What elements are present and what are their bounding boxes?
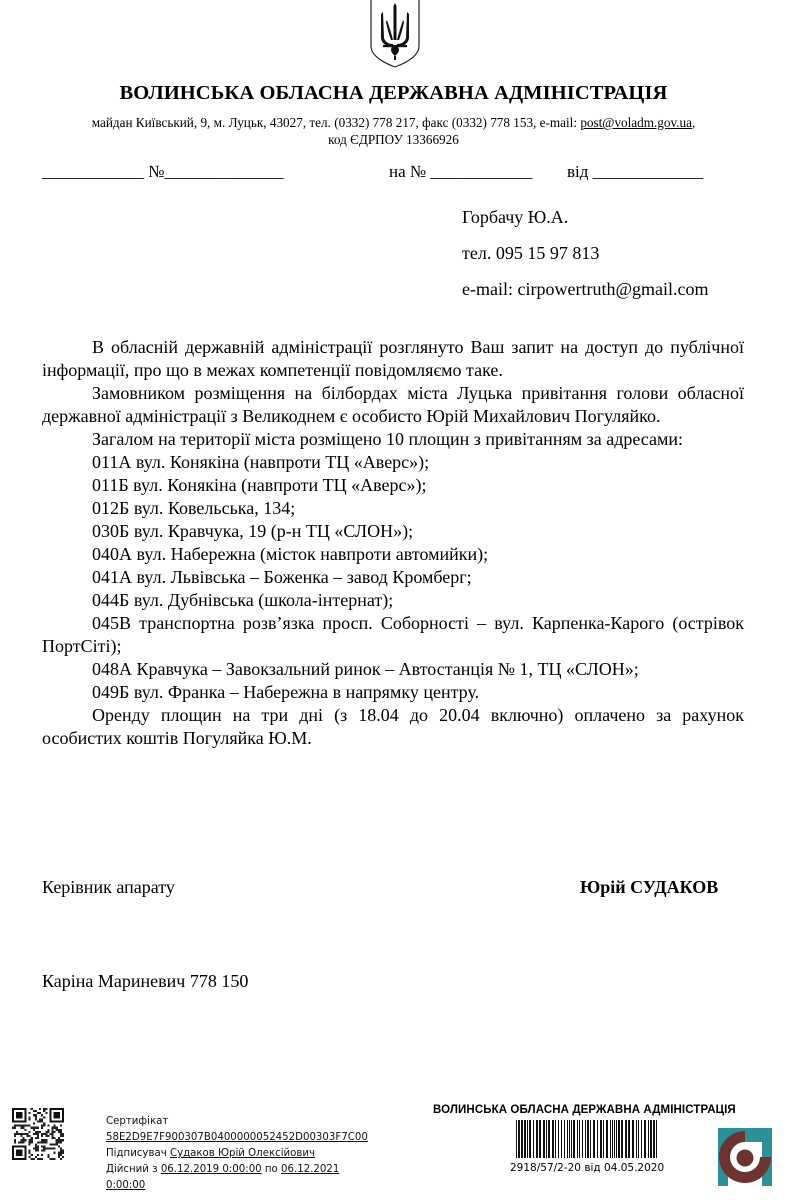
signer-label: Підписувач — [106, 1148, 170, 1159]
organization-email-link[interactable]: post@voladm.gov.ua — [580, 115, 692, 130]
outgoing-date-blank: ____________ — [42, 162, 144, 181]
address-item: 040А вул. Набережна (місток навпроти автомийки); — [92, 544, 489, 564]
certificate-label: Сертифікат — [106, 1116, 169, 1127]
signer-name: Юрій СУДАКОВ — [580, 877, 719, 897]
address-item: 044Б вул. Дубнівська (школа-інтернат); — [92, 590, 394, 610]
valid-from-label: Дійсний з — [106, 1164, 161, 1175]
number-label: № — [148, 162, 165, 181]
paragraph-total: Загалом на території міста розміщено 10 площин з привітанням за адресами: — [92, 429, 684, 449]
valid-to-time: 0:00:00 — [106, 1180, 146, 1191]
address-item: 048А Кравчука – Завокзальний ринок – Автостанція № 1, ТЦ «СЛОН»; — [92, 659, 639, 679]
in-reply-date-blank: _____________ — [592, 162, 704, 181]
barcode-icon — [516, 1120, 659, 1158]
address-text: майдан Київський, 9, м. Луцьк, 43027, тел. (0332) 778 217, факс (0332) 778 153, e-mail: — [91, 115, 581, 130]
address-item: 049Б вул. Франка – Набережна в напрямку центру. — [92, 682, 480, 702]
paragraph-request: В обласній державній адміністрації розглянуто Ваш запит на доступ до публічної інформації, про що в межах компетенції повідомляємо таке. — [42, 337, 744, 380]
in-reply-number-blank: ____________ — [430, 162, 533, 181]
signer-position: Керівник апарату — [42, 877, 175, 897]
letter-body — [42, 336, 744, 750]
address-item: 012Б вул. Ковельська, 134; — [92, 498, 296, 518]
in-reply-label: на № — [389, 162, 427, 181]
coat-of-arms-icon — [369, 0, 421, 68]
recipient-phone: тел. 095 15 97 813 — [462, 243, 600, 263]
edrpou-code: код ЄДРПОУ 13366926 — [328, 132, 459, 147]
qr-code-icon — [12, 1108, 64, 1160]
certificate-signer: Судаков Юрій Олексійович — [169, 1148, 316, 1159]
recipient-email: e-mail: cirpowertruth@gmail.com — [462, 279, 709, 299]
incoming-date-field — [567, 162, 703, 182]
address-item: 045В транспортна розв’язка просп. Соборності – вул. Карпенка-Карого (острівок ПортCіті); — [42, 613, 744, 656]
paragraph-payment: Оренду площин на три дні (з 18.04 до 20.04 включно) оплачено за рахунок особистих коштів Погуляйка Ю.М. — [42, 705, 744, 748]
incoming-reference-field — [389, 162, 532, 182]
valid-to-label: по — [261, 1164, 282, 1175]
outgoing-number-blank: ______________ — [164, 162, 284, 181]
paragraph-customer: Замовником розміщення на білбордах міста Луцька привітання голови обласної державної адміністрації з Великоднем є особисто Юрій Михайлович Погуляйко. — [42, 383, 744, 426]
organization-address — [0, 114, 787, 148]
date-label: від — [567, 162, 589, 181]
address-item: 011А вул. Конякіна (навпроти ТЦ «Аверс»); — [92, 452, 430, 472]
address-item: 041А вул. Львівська – Боженка – завод Кромберг; — [92, 567, 472, 587]
outgoing-number-field — [42, 162, 283, 182]
valid-from: 06.12.2019 0:00:00 — [160, 1164, 262, 1175]
registration-number: 2918/57/2-20 від 04.05.2020 — [510, 1162, 665, 1174]
recipient-name: Горбачу Ю.А. — [462, 207, 569, 227]
e-signature-certificate — [106, 1114, 368, 1194]
stamp-organization: ВОЛИНСЬКА ОБЛАСНА ДЕРЖАВНА АДМІНІСТРАЦІЯ — [433, 1104, 736, 1116]
certificate-id: 58E2D9E7F900307B0400000052452D00303F7C00 — [106, 1132, 368, 1143]
document-system-logo-icon — [716, 1128, 774, 1186]
valid-to-date: 06.12.2021 — [281, 1164, 340, 1175]
organization-title: ВОЛИНСЬКА ОБЛАСНА ДЕРЖАВНА АДМІНІСТРАЦІЯ — [119, 82, 668, 104]
address-item: 011Б вул. Конякіна (навпроти ТЦ «Аверс»); — [92, 475, 427, 495]
address-item: 030Б вул. Кравчука, 19 (р-н ТЦ «СЛОН»); — [92, 521, 414, 541]
executor-contact: Каріна Мариневич 778 150 — [42, 971, 249, 991]
address-suffix: , — [691, 115, 696, 130]
